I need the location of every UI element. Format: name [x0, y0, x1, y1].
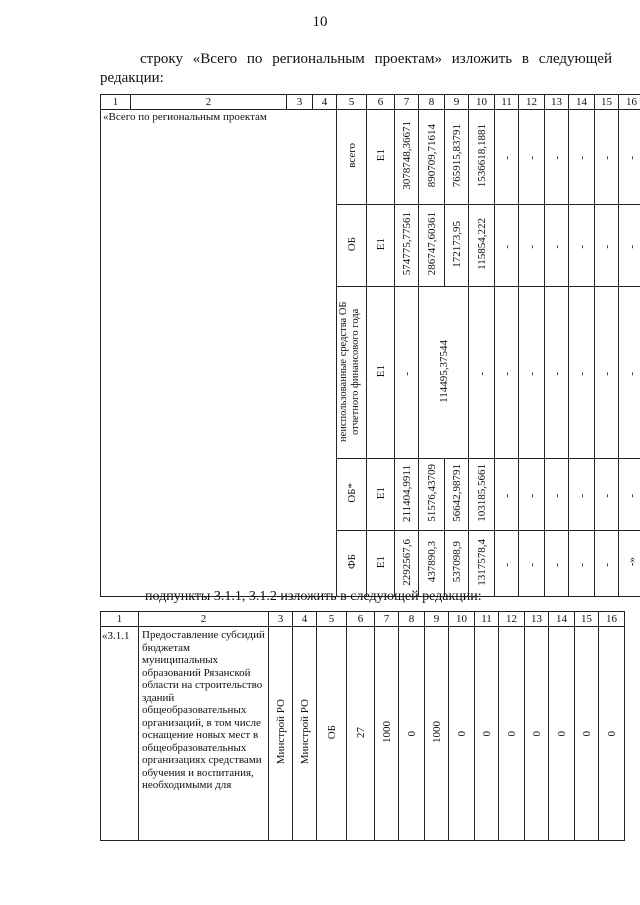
project-code: Е1	[374, 555, 387, 569]
header-cell: 1	[101, 95, 131, 110]
row-label: «Всего по региональным проектам	[103, 111, 267, 123]
header-cell: 16	[619, 95, 640, 110]
intro-line-1: строку «Всего по региональным проектам» изложить в следующей	[140, 51, 612, 67]
value-cell: 0	[555, 731, 568, 737]
value-cell: 0	[505, 731, 518, 737]
header-cell: 5	[317, 612, 347, 627]
header-cell: 10	[449, 612, 475, 627]
value-cell: 56642,98791	[450, 464, 463, 522]
project-code: Е1	[374, 237, 387, 251]
table-header-row	[101, 612, 625, 627]
value-cell: -	[525, 371, 538, 376]
value-cell: -	[525, 156, 538, 160]
table-row	[101, 627, 625, 841]
value-cell: -	[525, 562, 538, 567]
value-cell: -	[500, 371, 513, 376]
value-cell: -	[550, 244, 563, 249]
value-cell: 0	[530, 731, 543, 737]
header-cell: 15	[595, 95, 619, 110]
header-cell: 7	[375, 612, 399, 627]
value-cell: -	[550, 493, 563, 498]
value-cell: -	[525, 493, 538, 498]
fund-type: неиспользованные средства ОБ отчетного финансового года	[337, 300, 361, 442]
value-cell: -	[500, 244, 513, 249]
value-cell: -	[550, 562, 563, 567]
fund-type: ОБ	[345, 236, 358, 252]
fund-type: всего	[345, 143, 358, 168]
value-cell: -	[625, 371, 638, 376]
value-cell: 1000	[380, 721, 393, 743]
header-cell: 15	[575, 612, 599, 627]
value-cell: 286747,60361	[425, 212, 438, 276]
header-cell: 14	[549, 612, 575, 627]
value-cell: 0	[580, 731, 593, 737]
value-cell: 0	[405, 731, 418, 737]
value-cell: 3078748,36671	[400, 121, 413, 190]
header-cell: 12	[499, 612, 525, 627]
fund-type: ОБ*	[345, 483, 358, 503]
section-2-heading: подпункты 3.1.1, 3.1.2 изложить в следующей редакции:	[145, 589, 482, 604]
value-cell: -	[600, 244, 613, 249]
project-code: Е1	[374, 149, 387, 162]
header-cell: 9	[445, 95, 469, 110]
value-cell: 765915,83791	[450, 123, 463, 188]
value-cell: 0	[455, 731, 468, 737]
value-cell: 437890,3	[425, 541, 438, 583]
value-cell: -	[475, 371, 488, 376]
header-cell: 14	[569, 95, 595, 110]
value-cell: 51576,43709	[425, 464, 438, 522]
intro-line-2: редакции:	[100, 70, 164, 86]
value-cell: 211404,9911	[400, 464, 413, 522]
header-cell: 5	[337, 95, 367, 110]
value-cell: -	[625, 156, 638, 160]
value-cell: 0	[605, 731, 618, 737]
header-cell: 16	[599, 612, 625, 627]
regional-projects-table	[100, 94, 640, 597]
executor-cell: Минстрой РО	[274, 699, 287, 765]
value-cell: -	[600, 562, 613, 567]
header-cell: 8	[399, 612, 425, 627]
value-cell: -»	[625, 557, 638, 567]
header-cell: 6	[367, 95, 395, 110]
header-cell: 11	[475, 612, 499, 627]
item-description: Предоставление субсидий бюджетам муниципальных образований Рязанской области на строительство зданий общеобразовательных организаций, в том числе оснащение новых мест в общеобразовательных организациях средствами обучения и воспитания, необходимыми для	[142, 629, 265, 791]
value-cell: 890709,71614	[425, 123, 438, 188]
value-cell: 1317578,4	[475, 538, 488, 586]
value-cell: 574775,77561	[400, 212, 413, 276]
header-cell: 4	[313, 95, 337, 110]
item-number: «3.1.1	[102, 630, 130, 642]
header-cell: 10	[469, 95, 495, 110]
value-cell: -	[550, 371, 563, 376]
fund-type: ОБ	[325, 724, 338, 740]
value-cell: 1000	[430, 721, 443, 743]
header-cell: 3	[287, 95, 313, 110]
value-cell: -	[500, 562, 513, 567]
value-cell: -	[500, 156, 513, 160]
value-cell: -	[575, 493, 588, 498]
value-cell: 2292567,6	[400, 538, 413, 586]
value-cell: 0	[480, 731, 493, 737]
value-cell: -	[400, 371, 413, 376]
value-cell: 27	[354, 726, 367, 738]
value-cell: -	[600, 156, 613, 160]
fund-type: ФБ	[345, 554, 358, 570]
header-cell: 2	[131, 95, 287, 110]
header-cell: 7	[395, 95, 419, 110]
header-cell: 12	[519, 95, 545, 110]
value-cell: -	[575, 371, 588, 376]
value-cell: -	[575, 156, 588, 160]
project-code: Е1	[374, 364, 387, 378]
header-cell: 13	[545, 95, 569, 110]
header-cell: 1	[101, 612, 139, 627]
value-cell: -	[575, 562, 588, 567]
header-cell: 13	[525, 612, 549, 627]
header-cell: 8	[419, 95, 445, 110]
value-cell: 537098,9	[450, 541, 463, 583]
header-cell: 2	[139, 612, 269, 627]
value-cell: 115854,222	[475, 218, 488, 270]
value-cell: 172173,95	[450, 220, 463, 268]
value-cell: 1536618,1881	[475, 123, 488, 188]
header-cell: 9	[425, 612, 449, 627]
value-cell: -	[625, 493, 638, 498]
intro-paragraph	[100, 50, 612, 88]
header-cell: 11	[495, 95, 519, 110]
executor-cell: Минстрой РО	[298, 699, 311, 765]
table-row	[101, 110, 640, 205]
value-cell: -	[600, 371, 613, 376]
value-cell: -	[600, 493, 613, 498]
header-cell: 4	[293, 612, 317, 627]
header-cell: 3	[269, 612, 293, 627]
value-cell: -	[525, 244, 538, 249]
value-cell: -	[500, 493, 513, 498]
value-cell: -	[550, 156, 563, 160]
value-cell: -	[625, 244, 638, 249]
value-cell: 103185,5661	[475, 464, 488, 522]
value-cell: -	[575, 244, 588, 249]
table-header-row	[101, 95, 640, 110]
project-code: Е1	[374, 486, 387, 500]
header-cell: 6	[347, 612, 375, 627]
subsection-table	[100, 611, 625, 841]
page-number: 10	[312, 14, 328, 30]
value-cell: 114495,37544	[437, 339, 450, 403]
